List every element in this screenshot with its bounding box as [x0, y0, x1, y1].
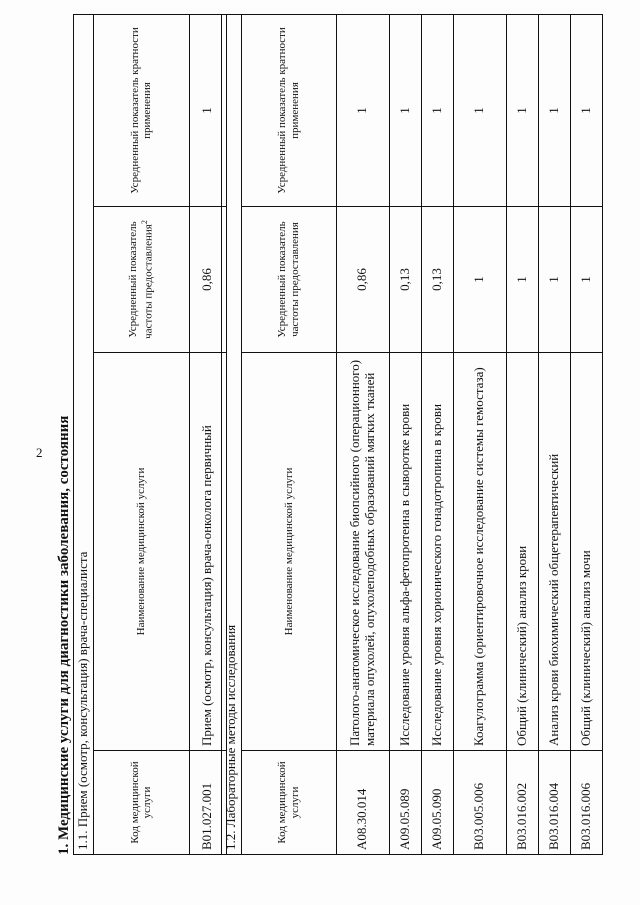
consultation-table: [73, 14, 227, 855]
multiplicity-value: 1: [189, 14, 226, 206]
service-code: A09.05.090: [421, 751, 453, 855]
table-row: [538, 14, 570, 854]
table-row: [570, 14, 602, 854]
service-name: Патолого-анатомическое исследование биопсийного (операционного) материала опухолей, опухолеподобных образований мягких тканей: [336, 353, 389, 751]
service-code: B03.005.006: [453, 751, 506, 855]
column-header-code: Код медицинской услуги: [241, 751, 336, 855]
page-number: 2: [36, 445, 43, 460]
service-name: Прием (осмотр, консультация) врача-онколога первичный: [189, 353, 226, 751]
multiplicity-value: 1: [506, 14, 538, 206]
table-caption: 1.2. Лабораторные методы исследования: [222, 14, 242, 854]
column-header-name: Наименование медицинской услуги: [93, 353, 189, 751]
service-name: Коагулограмма (ориентировочное исследование системы гемостаза): [453, 353, 506, 751]
footnote-marker: 2: [140, 220, 150, 225]
frequency-value: 0,86: [189, 207, 226, 353]
frequency-value: 1: [506, 207, 538, 353]
frequency-value: 1: [538, 207, 570, 353]
column-header-multiplicity: Усредненный показатель кратности применения: [93, 14, 189, 206]
column-header-code: Код медицинской услуги: [93, 751, 189, 855]
multiplicity-value: 1: [453, 14, 506, 206]
frequency-value: 0,13: [421, 207, 453, 353]
service-code: A08.30.014: [336, 751, 389, 855]
service-name: Общий (клинический) анализ крови: [506, 353, 538, 751]
column-header-frequency: [93, 207, 189, 353]
service-name: Анализ крови биохимический общетерапевтический: [538, 353, 570, 751]
service-code: B01.027.001: [189, 751, 226, 855]
frequency-value: 1: [570, 207, 602, 353]
frequency-header-text: Усредненный показатель частоты предоставления: [127, 221, 155, 339]
service-code: B03.016.006: [570, 751, 602, 855]
table-row: [336, 14, 389, 854]
multiplicity-value: 1: [538, 14, 570, 206]
service-name: Общий (клинический) анализ мочи: [570, 353, 602, 751]
multiplicity-value: 1: [421, 14, 453, 206]
table-caption: 1.1. Прием (осмотр, консультация) врача-специалиста: [74, 14, 94, 854]
section-heading: 1. Медицинские услуги для диагностики заболевания, состояния: [56, 415, 72, 855]
laboratory-table: [221, 14, 603, 855]
frequency-value: 0,86: [336, 207, 389, 353]
column-header-multiplicity: Усредненный показатель кратности применения: [241, 14, 336, 206]
table-row: [453, 14, 506, 854]
service-code: B03.016.002: [506, 751, 538, 855]
service-name: Исследование уровня хорионического гонадотропина в крови: [421, 353, 453, 751]
service-code: B03.016.004: [538, 751, 570, 855]
table-row: [421, 14, 453, 854]
multiplicity-value: 1: [570, 14, 602, 206]
multiplicity-value: 1: [336, 14, 389, 206]
column-header-frequency: Усредненный показатель частоты предоставления: [241, 207, 336, 353]
column-header-name: Наименование медицинской услуги: [241, 353, 336, 751]
frequency-value: 1: [453, 207, 506, 353]
table-row: [389, 14, 421, 854]
frequency-value: 0,13: [389, 207, 421, 353]
service-name: Исследование уровня альфа-фетопротеина в сыворотке крови: [389, 353, 421, 751]
table-row: [506, 14, 538, 854]
multiplicity-value: 1: [389, 14, 421, 206]
service-code: A09.05.089: [389, 751, 421, 855]
